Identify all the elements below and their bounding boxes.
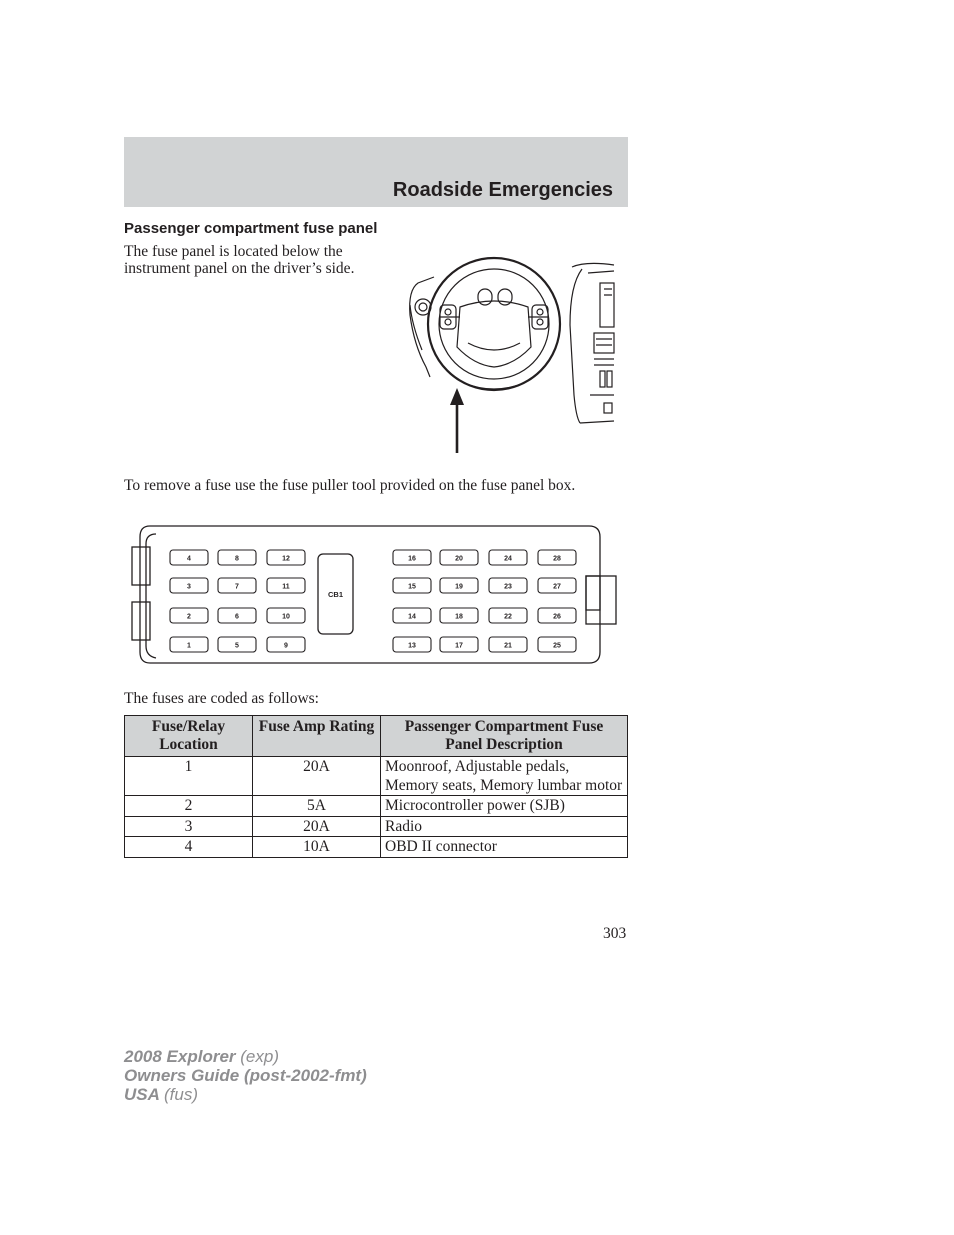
fuse-number: 13: [408, 642, 416, 650]
fuse-description: Moonroof, Adjustable pedals, Memory seats, Memory lumbar motor: [381, 757, 628, 796]
fuse-number: 23: [504, 583, 512, 591]
footer-model: 2008 Explorer: [124, 1047, 236, 1066]
fuse-number: 12: [282, 555, 290, 563]
fuse-number: 8: [235, 555, 239, 563]
fuse-amp: 20A: [253, 816, 381, 837]
table-row: [125, 757, 628, 796]
fuse-description: OBD II connector: [381, 837, 628, 858]
fuse-number: 15: [408, 583, 416, 591]
fuse-number: 16: [408, 555, 416, 563]
column-header: Passenger Compartment Fuse Panel Description: [381, 716, 628, 757]
subheading: Passenger compartment fuse panel: [124, 220, 378, 237]
footer-line-3: [124, 1085, 367, 1104]
fuse-number: 24: [504, 555, 512, 563]
fuse-number: 2: [187, 613, 191, 621]
fuse-number: 7: [235, 583, 239, 591]
column-header: Fuse Amp Rating: [253, 716, 381, 757]
fuse-number: 14: [408, 613, 416, 621]
fuse-group-left: [170, 550, 305, 652]
fuse-location: 1: [125, 757, 253, 796]
footer-market-code: (fus): [164, 1085, 198, 1104]
fuse-number: 6: [235, 613, 239, 621]
fuse-number: 5: [235, 642, 239, 650]
fuse-number: 4: [187, 555, 191, 563]
fuse-location: 4: [125, 837, 253, 858]
remove-fuse-instruction: To remove a fuse use the fuse puller tool provided on the fuse panel box.: [124, 477, 576, 494]
intro-paragraph: The fuse panel is located below the instrument panel on the driver’s side.: [124, 243, 355, 277]
table-row: [125, 816, 628, 837]
fuse-number: 10: [282, 613, 290, 621]
table-header-row: [125, 716, 628, 757]
fuse-table: [124, 715, 628, 858]
fuse-number: 22: [504, 613, 512, 621]
footer-market: USA: [124, 1085, 160, 1104]
fuse-number: 26: [553, 613, 561, 621]
fuse-number: 18: [455, 613, 463, 621]
fuse-panel-diagram: [128, 524, 628, 666]
fuse-group-right: [393, 550, 576, 652]
header-band: [124, 137, 628, 207]
fuse-description: Radio: [381, 816, 628, 837]
fuse-description: Microcontroller power (SJB): [381, 796, 628, 817]
footer-line-1: [124, 1047, 367, 1066]
column-header: Fuse/Relay Location: [125, 716, 253, 757]
steering-wheel-illustration: [404, 245, 616, 455]
cb1-label: CB1: [327, 590, 344, 599]
section-title: Roadside Emergencies: [392, 179, 613, 201]
footer-model-code: (exp): [240, 1047, 279, 1066]
fuse-number: 28: [553, 555, 561, 563]
fuse-number: 9: [284, 642, 288, 650]
fuse-number: 19: [455, 583, 463, 591]
fuse-number: 17: [455, 642, 463, 650]
fuse-number: 27: [553, 583, 561, 591]
fuse-amp: 5A: [253, 796, 381, 817]
coded-intro: The fuses are coded as follows:: [124, 690, 319, 707]
fuse-location: 2: [125, 796, 253, 817]
fuse-number: 21: [504, 642, 512, 650]
page-number: 303: [603, 925, 627, 942]
document-footer: [124, 1047, 367, 1104]
fuse-number: 25: [553, 642, 561, 650]
fuse-amp: 10A: [253, 837, 381, 858]
table-row: [125, 837, 628, 858]
fuse-number: 3: [187, 583, 191, 591]
fuse-number: 1: [187, 642, 191, 650]
table-row: [125, 796, 628, 817]
fuse-location: 3: [125, 816, 253, 837]
fuse-number: 11: [282, 583, 290, 591]
fuse-amp: 20A: [253, 757, 381, 796]
footer-line-2: Owners Guide (post-2002-fmt): [124, 1066, 367, 1085]
fuse-number: 20: [455, 555, 463, 563]
